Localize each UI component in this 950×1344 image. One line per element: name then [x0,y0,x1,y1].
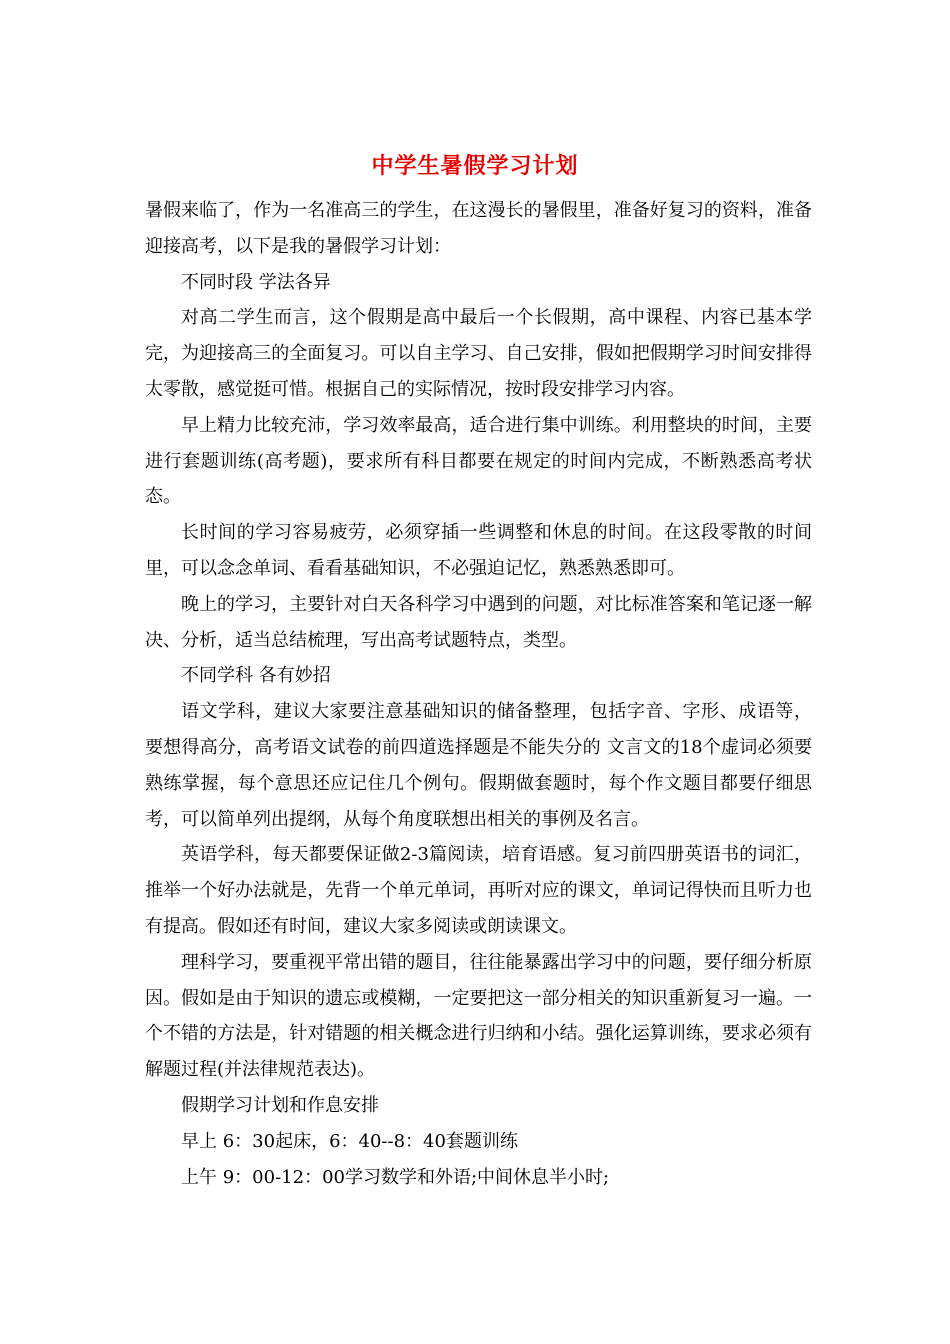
section-heading-time: 不同时段 学法各异 [181,271,331,293]
paragraph: 晚上的学习，主要针对白天各科学习中遇到的问题，对比标准答案和笔记逐一解决、分析，适当总结梳理，写出高考试题特点，类型。 [145,593,812,651]
schedule-item: 早上 6：30起床，6：40--8：40套题训练 [181,1130,518,1152]
schedule-item: 上午 9：00-12：00学习数学和外语;中间休息半小时; [181,1166,610,1188]
section-heading-schedule: 假期学习计划和作息安排 [181,1094,379,1116]
document-body [145,193,812,1195]
paragraph-intro: 暑假来临了，作为一名准高三的学生，在这漫长的暑假里，准备好复习的资料，准备迎接高考，以下是我的暑假学习计划： [145,200,812,257]
paragraph: 长时间的学习容易疲劳，必须穿插一些调整和休息的时间。在这段零散的时间里，可以念念单词、看看基础知识，不必强迫记忆，熟悉熟悉即可。 [145,522,812,579]
section-heading-subjects: 不同学科 各有妙招 [181,665,331,687]
paragraph: 早上精力比较充沛，学习效率最高，适合进行集中训练。利用整块的时间，主要进行套题训练(高考题)，要求所有科目都要在规定的时间内完成，不断熟悉高考状态。 [145,414,812,508]
paragraph: 对高二学生而言，这个假期是高中最后一个长假期，高中课程、内容已基本学完，为迎接高三的全面复习。可以自主学习、自己安排，假如把假期学习时间安排得太零散，感觉挺可惜。根据自己的实际情况，按时段安排学习内容。 [145,307,812,400]
paragraph: 理科学习，要重视平常出错的题目，往往能暴露出学习中的问题，要仔细分析原因。假如是由于知识的遗忘或模糊，一定要把这一部分相关的知识重新复习一遍。一个不错的方法是，针对错题的相关概念进行归纳和小结。强化运算训练，要求必须有解题过程(并法律规范表达)。 [145,951,812,1081]
paragraph: 英语学科，每天都要保证做2-3篇阅读，培育语感。复习前四册英语书的词汇，推举一个好办法就是，先背一个单元单词，再听对应的课文，单词记得快而且听力也有提高。假如还有时间，建议大家多阅读或朗读课文。 [145,844,812,937]
paragraph: 语文学科，建议大家要注意基础知识的储备整理，包括字音、字形、成语等， 要想得高分，高考语文试卷的前四道选择题是不能失分的 文言文的18个虚词必须要熟练掌握，每个意思还应记住几个例句。假期做套题时，每个作文题目都要仔细思考，可以简单列出提纲，从每个角度联想出相关的事例及名言。 [145,701,812,830]
document-title: 中学生暑假学习计划 [371,153,579,179]
